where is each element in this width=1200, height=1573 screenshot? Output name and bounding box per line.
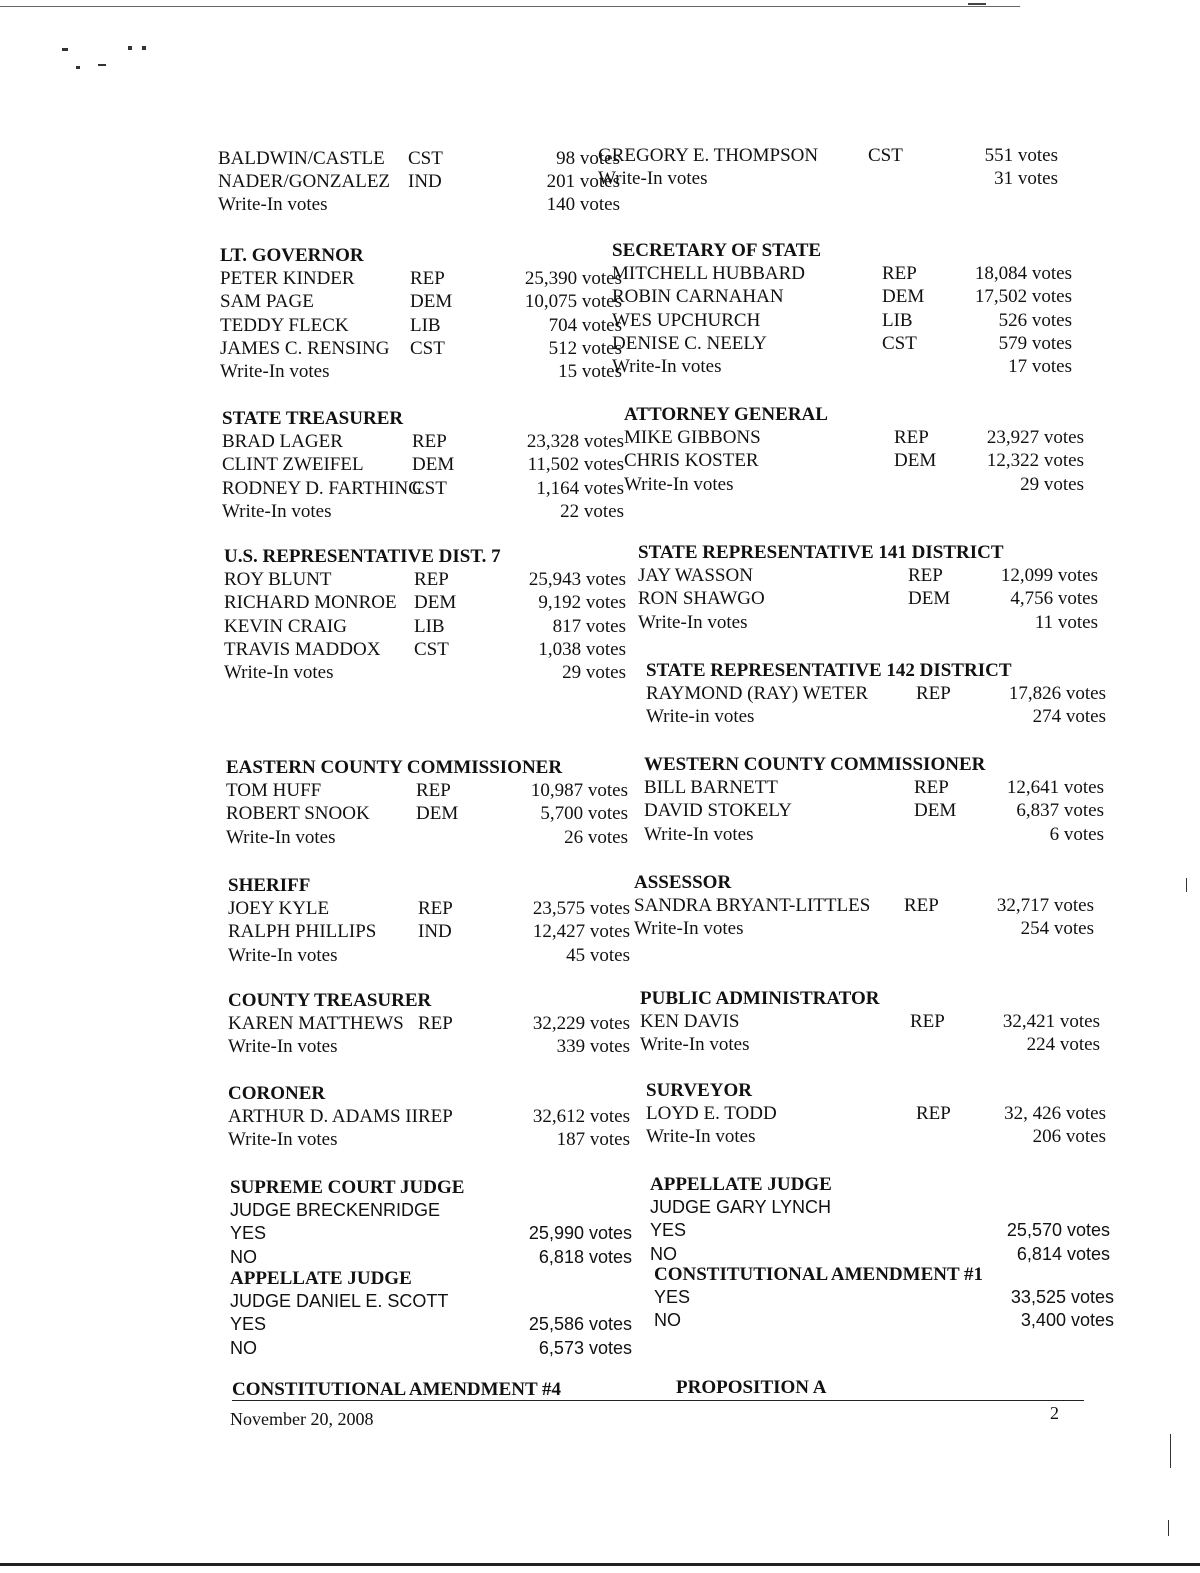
vote-count: 6,814 votes [1016,1243,1110,1264]
race-section [646,660,1134,730]
result-row [598,145,1086,168]
party-label: REP [910,1011,945,1033]
result-row [218,148,638,171]
vote-count: 98 votes [556,148,620,169]
candidate-name: Write-in votes [646,706,755,728]
race-section [228,1083,648,1153]
party-label: REP [414,569,449,591]
vote-count: 206 votes [1032,1126,1106,1148]
candidate-name: KEVIN CRAIG [224,615,347,637]
vote-count: 23,575 votes [532,898,630,920]
race-section [640,988,1128,1058]
race-section [220,245,640,384]
race-heading: STATE REPRESENTATIVE 141 DISTRICT [638,542,1004,563]
candidate-name: RAYMOND (RAY) WETER [646,683,869,705]
candidate-name: RODNEY D. FARTHING [222,477,422,499]
result-row [228,1129,648,1152]
result-row [224,616,644,639]
candidate-name: CHRIS KOSTER [624,450,759,472]
result-row [230,1314,650,1337]
result-row [218,194,638,217]
candidate-name: Write-In votes [228,1129,338,1151]
candidate-name: LOYD E. TODD [646,1103,777,1125]
party-label: IND [418,921,452,943]
vote-count: 5,700 votes [540,803,628,825]
candidate-name: JUDGE DANIEL E. SCOTT [230,1291,449,1312]
result-row [650,1220,1138,1243]
race-heading: U.S. REPRESENTATIVE DIST. 7 [224,546,501,567]
result-row [638,565,1126,588]
scan-speck [1186,878,1187,892]
candidate-name: Write-In votes [638,611,748,633]
race-section [226,757,646,850]
result-row [612,333,1100,356]
party-label: REP [416,780,451,802]
result-row [612,263,1100,286]
race-heading: LT. GOVERNOR [220,245,364,266]
result-row [644,824,1132,847]
vote-count: 3,400 votes [1020,1310,1114,1331]
candidate-name: BILL BARNETT [644,777,778,799]
race-heading: APPELLATE JUDGE [650,1174,832,1195]
result-row [230,1247,650,1270]
party-label: DEM [412,454,455,476]
candidate-name: NO [650,1243,677,1264]
result-row [646,706,1134,729]
result-row [224,569,644,592]
vote-count: 10,987 votes [530,780,628,802]
vote-count: 32,612 votes [532,1106,630,1128]
vote-count: 6,573 votes [538,1337,632,1358]
left-column [218,0,638,1573]
result-row [220,361,640,384]
candidate-name: NO [230,1337,257,1358]
vote-count: 15 votes [558,360,622,382]
result-row [230,1338,650,1361]
party-label: REP [882,263,917,285]
candidate-name: ROY BLUNT [224,569,332,591]
vote-count: 10,075 votes [524,291,622,313]
vote-count: 551 votes [984,145,1058,166]
candidate-name: MIKE GIBBONS [624,427,761,449]
result-row [230,1223,650,1246]
vote-count: 17,826 votes [1008,683,1106,705]
vote-count: 12,427 votes [532,921,630,943]
race-section [654,1264,1142,1334]
vote-count: 6,818 votes [538,1246,632,1267]
vote-count: 1,164 votes [536,477,624,499]
vote-count: 526 votes [998,309,1072,331]
scan-speck [1170,1434,1171,1468]
vote-count: 32,717 votes [996,895,1094,917]
vote-count: 201 votes [546,171,620,193]
candidate-name: RON SHAWGO [638,588,765,610]
party-label: CST [882,332,917,354]
result-row [624,474,1112,497]
result-row [612,310,1100,333]
race-heading: STATE TREASURER [222,408,404,429]
result-row [634,895,1122,918]
right-column [592,0,1114,1573]
candidate-name: Write-In votes [598,168,708,190]
vote-count: 9,192 votes [538,592,626,614]
result-row [222,431,642,454]
result-row [228,1036,648,1059]
race-section [676,1377,1164,1400]
candidate-name: SANDRA BRYANT-LITTLES [634,895,871,917]
scan-speck [1168,1520,1169,1536]
vote-count: 26 votes [564,826,628,848]
candidate-name: Write-In votes [222,500,332,522]
party-label: REP [894,427,929,449]
vote-count: 12,641 votes [1006,777,1104,799]
party-label: CST [868,145,903,166]
party-label: DEM [410,291,453,313]
vote-count: 6,837 votes [1016,800,1104,822]
party-label: LIB [414,615,445,637]
vote-count: 32,229 votes [532,1013,630,1035]
party-label: REP [908,565,943,587]
scan-speck [76,66,80,69]
result-row [654,1287,1142,1310]
race-heading: STATE REPRESENTATIVE 142 DISTRICT [646,660,1012,681]
race-heading: COUNTY TREASURER [228,990,432,1011]
race-section [222,408,642,524]
party-label: REP [418,1106,453,1128]
vote-count: 31 votes [994,168,1058,190]
vote-count: 32,421 votes [1002,1011,1100,1033]
result-row [228,898,648,921]
result-row [228,921,648,944]
party-label: REP [904,895,939,917]
race-heading: SHERIFF [228,875,311,896]
result-row [226,803,646,826]
candidate-name: NADER/GONZALEZ [218,171,391,193]
candidate-name: Write-In votes [228,944,338,966]
result-row [224,639,644,662]
result-row [228,945,648,968]
candidate-name: DAVID STOKELY [644,800,792,822]
party-label: REP [916,683,951,705]
vote-count: 274 votes [1032,706,1106,728]
candidate-name: ROBIN CARNAHAN [612,286,784,308]
candidate-name: Write-In votes [634,918,744,940]
candidate-name: DENISE C. NEELY [612,332,767,354]
candidate-name: TEDDY FLECK [220,314,349,336]
party-label: REP [914,777,949,799]
party-label: LIB [410,314,441,336]
candidate-name: YES [654,1287,691,1308]
result-row [230,1200,650,1223]
result-row [226,780,646,803]
candidate-name: Write-In votes [220,360,330,382]
candidate-name: BRAD LAGER [222,431,343,453]
result-row [230,1291,650,1314]
candidate-name: GREGORY E. THOMPSON [598,145,819,166]
race-section [612,240,1100,379]
candidate-name: TOM HUFF [226,780,322,802]
scan-speck [62,48,68,51]
race-heading: EASTERN COUNTY COMMISSIONER [226,757,563,778]
race-section [218,148,638,218]
vote-count: 18,084 votes [974,263,1072,285]
result-row [634,918,1122,941]
candidate-name: JAMES C. RENSING [220,337,390,359]
race-heading: WESTERN COUNTY COMMISSIONER [644,754,986,775]
candidate-name: KAREN MATTHEWS [228,1013,404,1035]
vote-count: 23,328 votes [526,431,624,453]
candidate-name: KEN DAVIS [640,1011,740,1033]
vote-count: 25,586 votes [528,1314,632,1335]
footer-date: November 20, 2008 [230,1409,374,1429]
result-row [640,1011,1128,1034]
party-label: REP [916,1103,951,1125]
vote-count: 33,525 votes [1010,1287,1114,1308]
result-row [646,683,1134,706]
race-heading: SURVEYOR [646,1080,752,1101]
vote-count: 12,099 votes [1000,565,1098,587]
candidate-name: WES UPCHURCH [612,309,761,331]
race-section [224,546,644,685]
result-row [654,1310,1142,1333]
result-row [646,1126,1134,1149]
race-section [624,404,1112,497]
party-label: DEM [914,800,957,822]
party-label: CST [410,337,445,359]
vote-count: 12,322 votes [986,450,1084,472]
scan-speck [98,64,106,66]
race-section [230,1177,650,1270]
race-section [650,1174,1138,1267]
candidate-name: YES [230,1314,267,1335]
vote-count: 187 votes [556,1129,630,1151]
vote-count: 224 votes [1026,1034,1100,1056]
race-heading: PUBLIC ADMINISTRATOR [640,988,880,1009]
vote-count: 11 votes [1034,611,1098,633]
party-label: DEM [414,592,457,614]
race-section [598,145,1086,191]
candidate-name: YES [230,1223,267,1244]
result-row [646,1103,1134,1126]
vote-count: 512 votes [548,337,622,359]
vote-count: 25,390 votes [524,268,622,290]
result-row [226,827,646,850]
race-heading: SECRETARY OF STATE [612,240,822,261]
party-label: REP [412,431,447,453]
vote-count: 45 votes [566,944,630,966]
party-label: REP [410,268,445,290]
scan-speck [142,46,146,50]
party-label: LIB [882,309,913,331]
candidate-name: RICHARD MONROE [224,592,397,614]
vote-count: 4,756 votes [1010,588,1098,610]
result-row [624,450,1112,473]
candidate-name: SAM PAGE [220,291,314,313]
race-heading: CONSTITUTIONAL AMENDMENT #1 [654,1264,984,1285]
result-row [224,592,644,615]
party-label: CST [414,638,449,660]
party-label: DEM [908,588,951,610]
vote-count: 29 votes [1020,473,1084,495]
race-section [228,990,648,1060]
vote-count: 25,990 votes [528,1223,632,1244]
race-heading: APPELLATE JUDGE [230,1268,412,1289]
vote-count: 17 votes [1008,355,1072,377]
result-row [222,501,642,524]
party-label: CST [412,477,447,499]
candidate-name: Write-In votes [640,1034,750,1056]
result-row [224,662,644,685]
race-heading: ASSESSOR [634,872,732,893]
race-section [646,1080,1134,1150]
candidate-name: Write-In votes [226,826,336,848]
result-row [222,478,642,501]
vote-count: 25,943 votes [528,569,626,591]
candidate-name: ARTHUR D. ADAMS II [228,1106,418,1128]
candidate-name: JOEY KYLE [228,898,330,920]
result-row [612,356,1100,379]
party-label: IND [408,171,442,193]
candidate-name: CLINT ZWEIFEL [222,454,364,476]
vote-count: 17,502 votes [974,286,1072,308]
candidate-name: Write-In votes [612,355,722,377]
vote-count: 1,038 votes [538,638,626,660]
result-row [220,338,640,361]
footer-rule [232,1400,1084,1401]
vote-count: 23,927 votes [986,427,1084,449]
candidate-name: RALPH PHILLIPS [228,921,377,943]
candidate-name: Write-In votes [624,473,734,495]
result-row [638,588,1126,611]
race-section [230,1268,650,1361]
result-row [220,268,640,291]
vote-count: 254 votes [1020,918,1094,940]
party-label: DEM [894,450,937,472]
result-row [612,286,1100,309]
result-row [228,1106,648,1129]
result-row [644,777,1132,800]
result-row [220,315,640,338]
vote-count: 6 votes [1049,823,1104,845]
candidate-name: NO [654,1310,681,1331]
vote-count: 32, 426 votes [1004,1103,1106,1125]
vote-count: 22 votes [560,500,624,522]
candidate-name: YES [650,1220,687,1241]
candidate-name: Write-In votes [224,661,334,683]
candidate-name: MITCHELL HUBBARD [612,263,805,285]
race-section [644,754,1132,847]
race-section [638,542,1126,635]
candidate-name: Write-In votes [218,194,328,216]
candidate-name: JUDGE BRECKENRIDGE [230,1200,441,1221]
party-label: DEM [882,286,925,308]
candidate-name: Write-In votes [228,1036,338,1058]
vote-count: 339 votes [556,1036,630,1058]
race-heading: PROPOSITION A [676,1377,827,1398]
candidate-name: JUDGE GARY LYNCH [650,1197,832,1218]
race-heading: CONSTITUTIONAL AMENDMENT #4 [232,1379,562,1400]
candidate-name: BALDWIN/CASTLE [218,148,385,169]
result-row [650,1197,1138,1220]
result-row [220,291,640,314]
result-row [228,1013,648,1036]
result-row [598,168,1086,191]
candidate-name: JAY WASSON [638,565,753,587]
race-section [634,872,1122,942]
page-number: 2 [1050,1403,1059,1423]
race-section [232,1379,652,1402]
candidate-name: NO [230,1246,257,1267]
candidate-name: Write-In votes [646,1126,756,1148]
candidate-name: ROBERT SNOOK [226,803,370,825]
party-label: REP [418,898,453,920]
party-label: CST [408,148,443,169]
vote-count: 29 votes [562,661,626,683]
candidate-name: TRAVIS MADDOX [224,638,381,660]
vote-count: 25,570 votes [1006,1220,1110,1241]
result-row [644,800,1132,823]
result-row [638,612,1126,635]
race-heading: CORONER [228,1083,326,1104]
result-row [222,454,642,477]
race-section [228,875,648,968]
result-row [218,171,638,194]
vote-count: 140 votes [546,194,620,216]
vote-count: 817 votes [552,615,626,637]
result-row [624,427,1112,450]
vote-count: 11,502 votes [527,454,624,476]
candidate-name: Write-In votes [644,823,754,845]
vote-count: 579 votes [998,332,1072,354]
party-label: REP [418,1013,453,1035]
scan-speck [128,46,132,50]
candidate-name: PETER KINDER [220,268,355,290]
result-row [640,1034,1128,1057]
party-label: DEM [416,803,459,825]
vote-count: 704 votes [548,314,622,336]
race-heading: SUPREME COURT JUDGE [230,1177,465,1198]
race-heading: ATTORNEY GENERAL [624,404,828,425]
